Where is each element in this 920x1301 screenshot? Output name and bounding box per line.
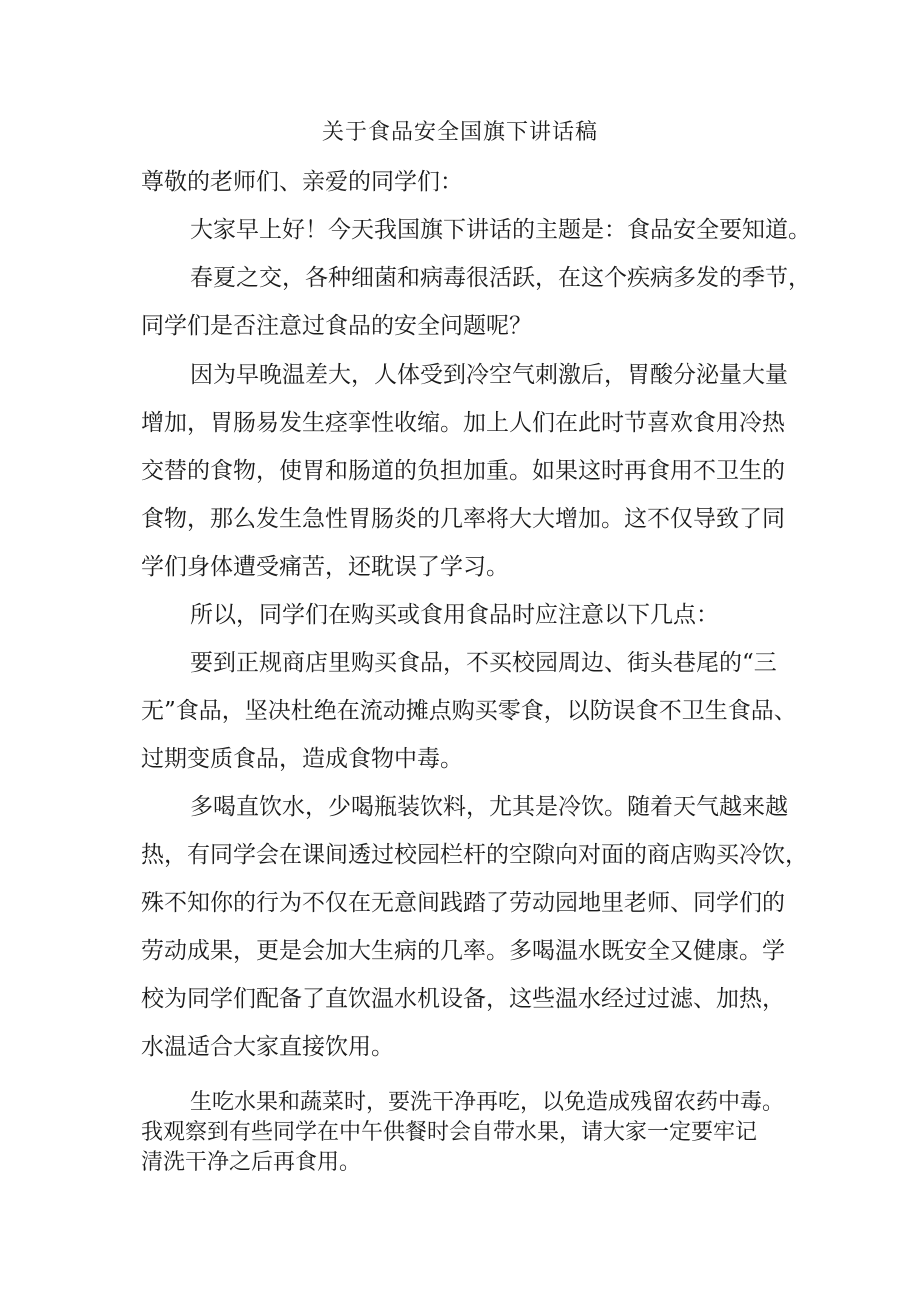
paragraph-line: 多喝直饮水，少喝瓶装饮料，尤其是冷饮。随着天气越来越 — [190, 794, 788, 820]
paragraph-line: 大家早上好！今天我国旗下讲话的主题是：食品安全要知道。 — [190, 217, 811, 243]
salutation: 尊敬的老师们、亲爱的同学们： — [141, 169, 463, 195]
paragraph-line: 热，有同学会在课间透过校园栏杆的空隙向对面的商店购买冷饮， — [141, 842, 808, 868]
paragraph-line: 交替的食物，使胃和肠道的负担加重。如果这时再食用不卫生的 — [141, 458, 785, 484]
paragraph-line: 同学们是否注意过食品的安全问题呢？ — [141, 313, 532, 339]
paragraph-line: 殊不知你的行为不仅在无意间践踏了劳动园地里老师、同学们的 — [141, 890, 785, 916]
paragraph-line: 要到正规商店里购买食品，不买校园周边、街头巷尾的“三 — [190, 650, 777, 676]
document-title: 关于食品安全国旗下讲话稿 — [321, 120, 598, 145]
paragraph-line: 无”食品，坚决杜绝在流动摊点购买零食，以防误食不卫生食品、 — [141, 698, 797, 724]
paragraph-line: 校为同学们配备了直饮温水机设备，这些温水经过过滤、加热， — [141, 986, 785, 1012]
paragraph-line: 我观察到有些同学在中午供餐时会自带水果，请大家一定要牢记 — [141, 1120, 758, 1145]
paragraph-line: 春夏之交，各种细菌和病毒很活跃，在这个疾病多发的季节， — [190, 265, 811, 291]
paragraph-line: 水温适合大家直接饮用。 — [141, 1034, 394, 1060]
paragraph-line: 过期变质食品，造成食物中毒。 — [141, 746, 463, 772]
paragraph-line: 食物，那么发生急性胃肠炎的几率将大大增加。这不仅导致了同 — [141, 506, 785, 532]
paragraph-line: 因为早晚温差大，人体受到冷空气刺激后，胃酸分泌量大量 — [190, 362, 788, 388]
paragraph-line: 学们身体遭受痛苦，还耽误了学习。 — [141, 554, 509, 580]
paragraph-line: 生吃水果和蔬菜时，要洗干净再吃，以免造成残留农药中毒。 — [190, 1090, 785, 1115]
paragraph-line: 所以，同学们在购买或食用食品时应注意以下几点： — [190, 602, 719, 628]
paragraph-line: 清洗干净之后再食用。 — [141, 1150, 362, 1175]
paragraph-line: 劳动成果，更是会加大生病的几率。多喝温水既安全又健康。学 — [141, 938, 785, 964]
paragraph-line: 增加，胃肠易发生痉挛性收缩。加上人们在此时节喜欢食用冷热 — [141, 410, 785, 436]
